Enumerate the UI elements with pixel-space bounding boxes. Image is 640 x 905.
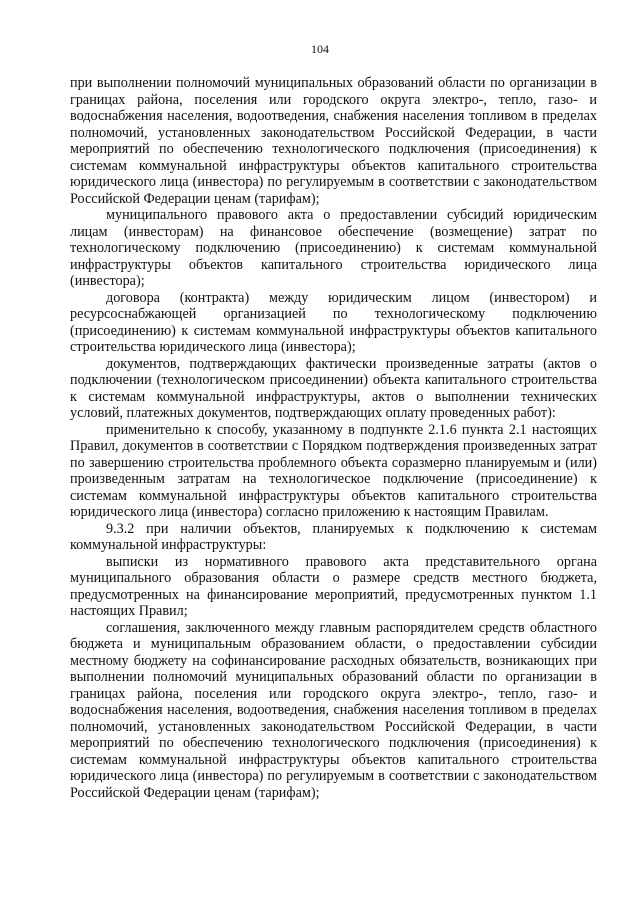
paragraph: договора (контракта) между юридическим лицом (инвестором) и ресурсоснабжающей организацией по технологическому подключению (присоединению) к системам коммунальной инфраструктуры объектов капитального строительства юридического лица (инвестора); [70,289,597,355]
paragraph: выписки из нормативного правового акта представительного органа муниципального образования области о размере средств местного бюджета, предусмотренных на финансирование мероприятий, предусмотренных пунктом 1.1 настоящих Правил; [70,553,597,619]
paragraph: применительно к способу, указанному в подпункте 2.1.6 пункта 2.1 настоящих Правил, документов в соответствии с Порядком подтверждения произведенных затрат по завершению строительства проблемного объекта соразмерно планируемым и (или) произведенным затратам на технологическое подключение (присоединение) к системам коммунальной инфраструктуры объектов капитального строительства юридического лица (инвестора) согласно приложению к настоящим Правилам. [70,421,597,520]
paragraph: 9.3.2 при наличии объектов, планируемых к подключению к системам коммунальной инфраструктуры: [70,520,597,553]
paragraph: при выполнении полномочий муниципальных образований области по организации в границах района, поселения или городского округа электро-, тепло, газо- и водоснабжения населения, водоотведения, снабжения населения топливом в пределах полномочий, установленных законодательством Российской Федерации, в части мероприятий по обеспечению технологического подключения (присоединения) к системам коммунальной инфраструктуры объектов капитального строительства юридического лица (инвестора) по регулируемым в соответствии с законодательством Российской Федерации ценам (тарифам); [70,75,597,207]
body-text [70,75,597,801]
page-number: 104 [311,42,329,56]
paragraph: документов, подтверждающих фактически произведенные затраты (актов о подключении (технологическом присоединении) объекта капитального строительства к системам коммунальной инфраструктуры, актов о выполнении технических условий, платежных документов, подтверждающих оплату проведенных работ): [70,355,597,421]
paragraph: соглашения, заключенного между главным распорядителем средств областного бюджета и муниципальным образованием области, о предоставлении субсидии местному бюджету на софинансирование расходных обязательств, возникающих при выполнении полномочий муниципальных образований области по организации в границах района, поселения или городского округа электро-, тепло, газо- и водоснабжения населения, водоотведения, снабжения населения топливом в пределах полномочий, установленных законодательством Российской Федерации, в части мероприятий по обеспечению технологического подключения (присоединения) к системам коммунальной инфраструктуры объектов капитального строительства юридического лица (инвестора) по регулируемым в соответствии с законодательством Российской Федерации ценам (тарифам); [70,619,597,801]
paragraph: муниципального правового акта о предоставлении субсидий юридическим лицам (инвесторам) на финансовое обеспечение (возмещение) затрат по технологическому подключению (присоединению) к системам коммунальной инфраструктуры объектов капитального строительства юридического лица (инвестора); [70,207,597,289]
